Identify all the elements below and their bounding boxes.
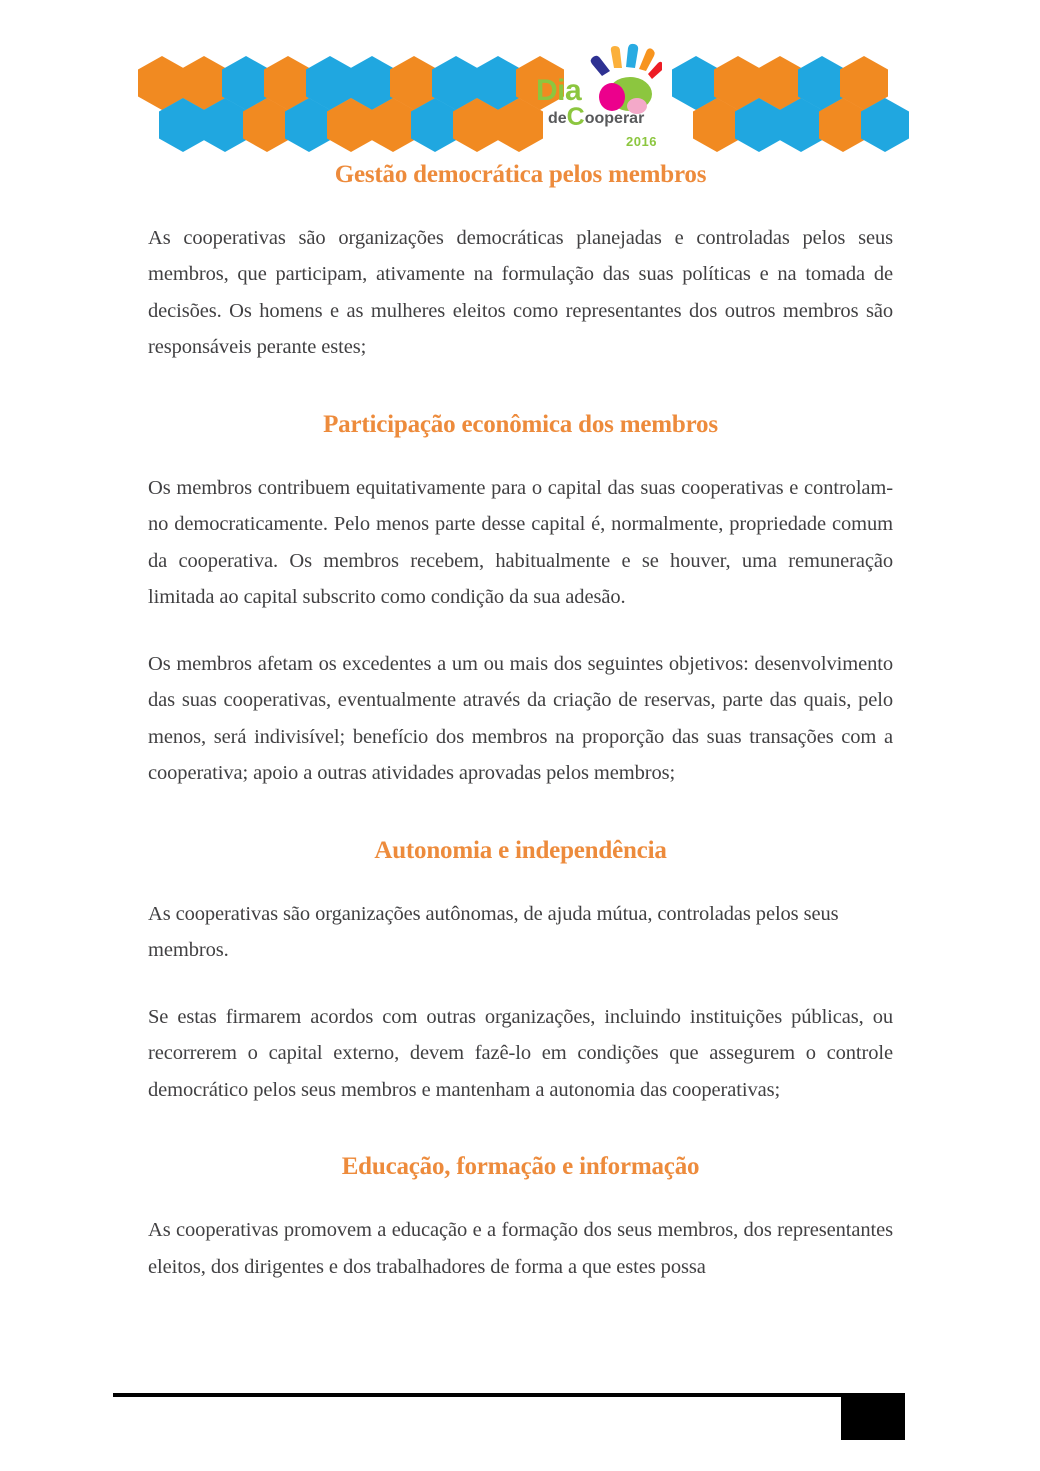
hexagon-blue: [411, 98, 459, 152]
paragraph-participacao-2: Os membros afetam os excedentes a um ou mais dos seguintes objetivos: desenvolvimento das suas cooperativas, eventualmente através da criação de reservas, parte das quais, pelo menos, será indivisível; benefício dos membros na proporção das suas transações com a cooperativa; apoio a outras atividades aprovadas pelos membros;: [148, 652, 893, 785]
section-heading-autonomia: Autonomia e independência: [374, 836, 667, 864]
logo-text-dia: Dia: [536, 74, 582, 107]
document-content: [148, 160, 893, 1285]
colored-hand-icon: [584, 42, 662, 116]
hexagon-blue: [201, 98, 249, 152]
logo-text-de: de: [548, 110, 567, 127]
logo-text-decooperar: [548, 103, 645, 131]
spacer: [148, 616, 893, 646]
hexagon-orange: [819, 98, 867, 152]
header-banner: [0, 0, 1040, 160]
section-heading-educacao: Educação, formação e informação: [341, 1153, 700, 1181]
hexagon-blue: [159, 98, 207, 152]
spacer: [148, 190, 893, 220]
spacer: [148, 1108, 893, 1152]
logo-text-ooperar: ooperar: [584, 110, 645, 127]
hexagon-row-right-bottom: [693, 98, 913, 144]
paragraph-gestao-1: As cooperativas são organizações democráticas planejadas e controladas pelos seus membros, que participam, ativamente na formulação das suas políticas e na tomada de decisões. Os homens e as mulheres eleitos como representantes dos outros membros são responsáveis perante estes;: [148, 227, 893, 359]
spacer: [148, 969, 893, 999]
dia-de-cooperar-logo: [534, 42, 674, 154]
spacer: [148, 1182, 893, 1212]
spacer: [148, 792, 893, 836]
logo-year: 2016: [626, 134, 657, 149]
paragraph-participacao-1: Os membros contribuem equitativamente para o capital das suas cooperativas e controlam-no democraticamente. Pelo menos parte desse capital é, normalmente, propriedade comum da cooperativa. Os membros recebem, habitualmente e se houver, uma remuneração limitada ao capital subscrito como condição da sua adesão.: [148, 476, 893, 609]
hexagon-orange: [327, 98, 375, 152]
footer-divider-line: [113, 1393, 905, 1397]
hexagon-group-right: [672, 56, 913, 144]
hexagon-blue: [777, 98, 825, 152]
hexagon-group-left: [138, 56, 568, 144]
hexagon-row-right-top: [672, 56, 892, 102]
spacer: [148, 440, 893, 470]
paragraph-educacao-1: As cooperativas promovem a educação e a formação dos seus membros, dos representantes eleitos, dos dirigentes e dos trabalhadores de forma a que estes possa: [148, 1219, 893, 1278]
hexagon-orange: [693, 98, 741, 152]
hexagon-orange: [369, 98, 417, 152]
hexagon-row-left-top: [138, 56, 568, 102]
hexagon-blue: [861, 98, 909, 152]
footer-black-block: [841, 1396, 905, 1440]
paragraph-autonomia-1: As cooperativas são organizações autônomas, de ajuda mútua, controladas pelos seus membros.: [148, 902, 839, 962]
paragraph-autonomia-2: Se estas firmarem acordos com outras organizações, incluindo instituições públicas, ou recorrerem o capital externo, devem fazê-lo em condições que assegurem o controle democrático pelos seus membros e mantenham a autonomia das cooperativas;: [148, 1005, 893, 1101]
hexagon-orange: [243, 98, 291, 152]
hexagon-orange: [453, 98, 501, 152]
hexagon-blue: [285, 98, 333, 152]
spacer: [148, 866, 893, 896]
logo-text-c: C: [566, 103, 585, 131]
spacer: [148, 366, 893, 410]
hexagon-row-left-bottom: [159, 98, 547, 144]
section-heading-participacao-economica: Participação econômica dos membros: [323, 410, 718, 438]
section-heading-gestao-democratica: Gestão democrática pelos membros: [334, 161, 707, 188]
hexagon-blue: [735, 98, 783, 152]
